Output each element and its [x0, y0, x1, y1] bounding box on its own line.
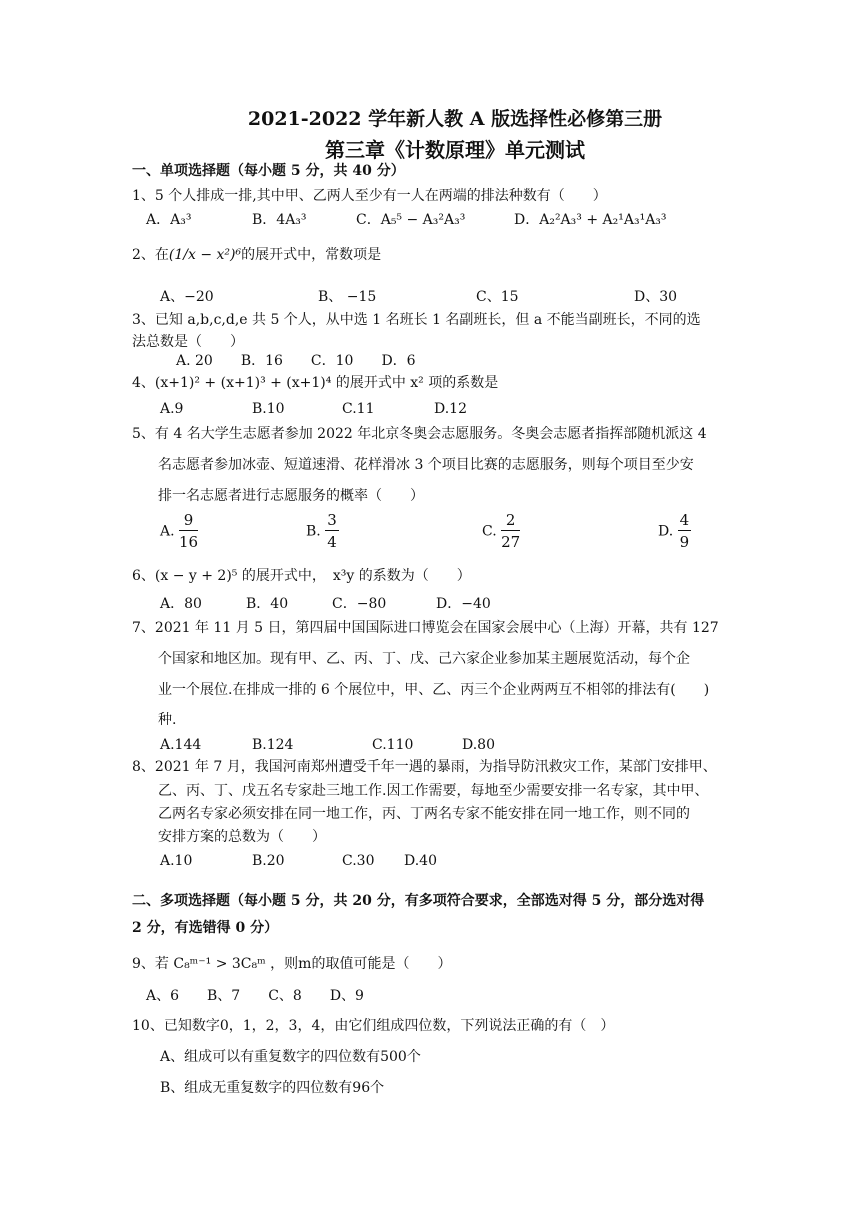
q8-option-b: B.20	[252, 853, 285, 869]
q3-options: A. 20 B．16 C．10 D．6	[176, 353, 416, 369]
q5-option-b-numerator: 3	[327, 511, 337, 529]
q9-stem: 9、若 C₈ᵐ⁻¹ > 3C₈ᵐ ，则m的取值可能是（ ）	[132, 956, 452, 972]
q5-option-c-numerator: 2	[501, 510, 520, 531]
q8-option-a: A.10	[160, 853, 193, 869]
q7-stem-line4: 种.	[158, 712, 177, 728]
q5-option-b-denominator: 4	[327, 533, 337, 551]
q6-stem: 6、(x − y + 2)⁵ 的展开式中， x³y 的系数为（ ）	[132, 568, 471, 584]
q2-stem	[132, 246, 381, 264]
q8-stem-line4: 安排方案的总数为（ ）	[158, 829, 326, 845]
q3-stem-line1: 3、已知 a,b,c,d,e 共 5 个人，从中选 1 名班长 1 名副班长，但 a 不能当副班长，不同的选	[132, 312, 701, 328]
q1-option-b: B．4A₃³	[252, 212, 307, 228]
q5-option-b	[306, 510, 339, 553]
q5-option-c-label: C.	[482, 523, 497, 540]
q5-stem-line3: 排一名志愿者进行志愿服务的概率（ ）	[158, 488, 424, 504]
q2-option-b: B、 −15	[318, 289, 377, 305]
q1-option-a: A．A₃³	[146, 212, 192, 228]
section1-heading: 一、单项选择题（每小题 5 分，共 40 分）	[132, 163, 405, 179]
q7-option-b: B.124	[252, 737, 294, 753]
q5-option-d-numerator: 4	[679, 511, 690, 529]
q1-option-c: C．A₅⁵ − A₃²A₃³	[356, 212, 466, 228]
q4-option-d: D.12	[434, 401, 467, 417]
section2-heading-line1: 二、多项选择题（每小题 5 分，共 20 分，有多项符合要求，全部选对得 5 分，部分选对得	[132, 893, 705, 909]
q5-option-d-label: D.	[658, 523, 674, 540]
q8-stem-line2: 乙、丙、丁、戊五名专家赴三地工作.因工作需要，每地至少需要安排一名专家，其中甲、	[158, 783, 709, 799]
section2-heading-line2: 2 分，有选错得 0 分）	[132, 920, 279, 936]
q7-option-d: D.80	[462, 737, 495, 753]
q1-stem: 1、5 个人排成一排,其中甲、乙两人至少有一人在两端的排法种数有（ ）	[132, 188, 607, 204]
q5-option-a-fraction	[179, 510, 198, 553]
q5-option-d-fraction	[678, 510, 692, 553]
q4-option-c: C.11	[342, 401, 375, 417]
q5-option-a-denominator: 16	[179, 533, 199, 551]
q10-option-a: A、组成可以有重复数字的四位数有500个	[160, 1049, 421, 1065]
q6-option-a: A．80	[160, 596, 202, 612]
q4-option-a: A.9	[160, 401, 184, 417]
q7-stem-line2: 个国家和地区加。现有甲、乙、丙、丁、戊、己六家企业参加某主题展览活动，每个企	[158, 651, 690, 667]
q8-option-c: C.30	[342, 853, 375, 869]
q2-stem-pre: 2、在	[132, 247, 169, 263]
q6-option-c: C．−80	[332, 596, 387, 612]
q5-option-a-label: A.	[160, 523, 175, 540]
q8-option-d: D.40	[404, 853, 437, 869]
q8-stem-line3: 乙两名专家必须安排在同一地工作，丙、丁两名专家不能安排在同一地工作，则不同的	[158, 806, 690, 822]
q6-option-d: D．−40	[436, 596, 491, 612]
q7-option-c: C.110	[372, 737, 414, 753]
q5-option-d-denominator: 9	[679, 533, 690, 551]
q6-option-b: B．40	[246, 596, 289, 612]
q7-option-a: A.144	[160, 737, 202, 753]
q9-options: A、6 B、7 C、8 D、9	[146, 988, 364, 1004]
q3-stem-line2: 法总数是（ ）	[132, 334, 244, 350]
q5-option-a-numerator: 9	[179, 510, 198, 531]
q10-option-b: B、组成无重复数字的四位数有96个	[160, 1080, 385, 1096]
q5-stem-line1: 5、有 4 名大学生志愿者参加 2022 年北京冬奥会志愿服务。冬奥会志愿者指挥部随机派这 4	[132, 426, 707, 442]
q5-option-a	[160, 510, 198, 553]
q4-stem: 4、(x+1)² + (x+1)³ + (x+1)⁴ 的展开式中 x² 项的系数是	[132, 375, 499, 391]
q5-option-d	[658, 510, 691, 553]
q4-option-b: B.10	[252, 401, 285, 417]
q2-expression: (1/x − x²)⁶	[168, 247, 242, 263]
q10-stem: 10、已知数字0，1，2，3，4，由它们组成四位数，下列说法正确的有（ ）	[132, 1018, 615, 1034]
q5-stem-line2: 名志愿者参加冰壶、短道速滑、花样滑冰 3 个项目比赛的志愿服务，则每个项目至少安	[158, 457, 694, 473]
q2-stem-post: 的展开式中，常数项是	[241, 247, 382, 263]
q5-option-c	[482, 510, 520, 553]
q2-option-c: C、15	[476, 289, 519, 305]
q2-option-a: A、−20	[160, 289, 214, 305]
q7-stem-line3: 业一个展位.在排成一排的 6 个展位中，甲、乙、丙三个企业两两互不相邻的排法有( )	[158, 682, 710, 698]
q8-stem-line1: 8、2021 年 7 月，我国河南郑州遭受千年一遇的暴雨，为指导防汛救灾工作，某部门安排甲、	[132, 759, 717, 775]
document-title-line2: 第三章《计数原理》单元测试	[325, 138, 585, 162]
q5-option-b-label: B.	[306, 523, 321, 540]
document-title-line1: 2021-2022 学年新人教 A 版选择性必修第三册	[247, 108, 663, 130]
q5-option-c-fraction	[501, 510, 520, 553]
q5-option-c-denominator: 27	[501, 533, 521, 551]
q1-option-d: D．A₂²A₃³ + A₂¹A₃¹A₃³	[514, 212, 667, 228]
q7-stem-line1: 7、2021 年 11 月 5 日，第四届中国国际进口博览会在国家会展中心（上海）开幕，共有 127	[132, 620, 719, 636]
q2-option-d: D、30	[634, 289, 678, 305]
q5-option-b-fraction	[325, 510, 339, 553]
